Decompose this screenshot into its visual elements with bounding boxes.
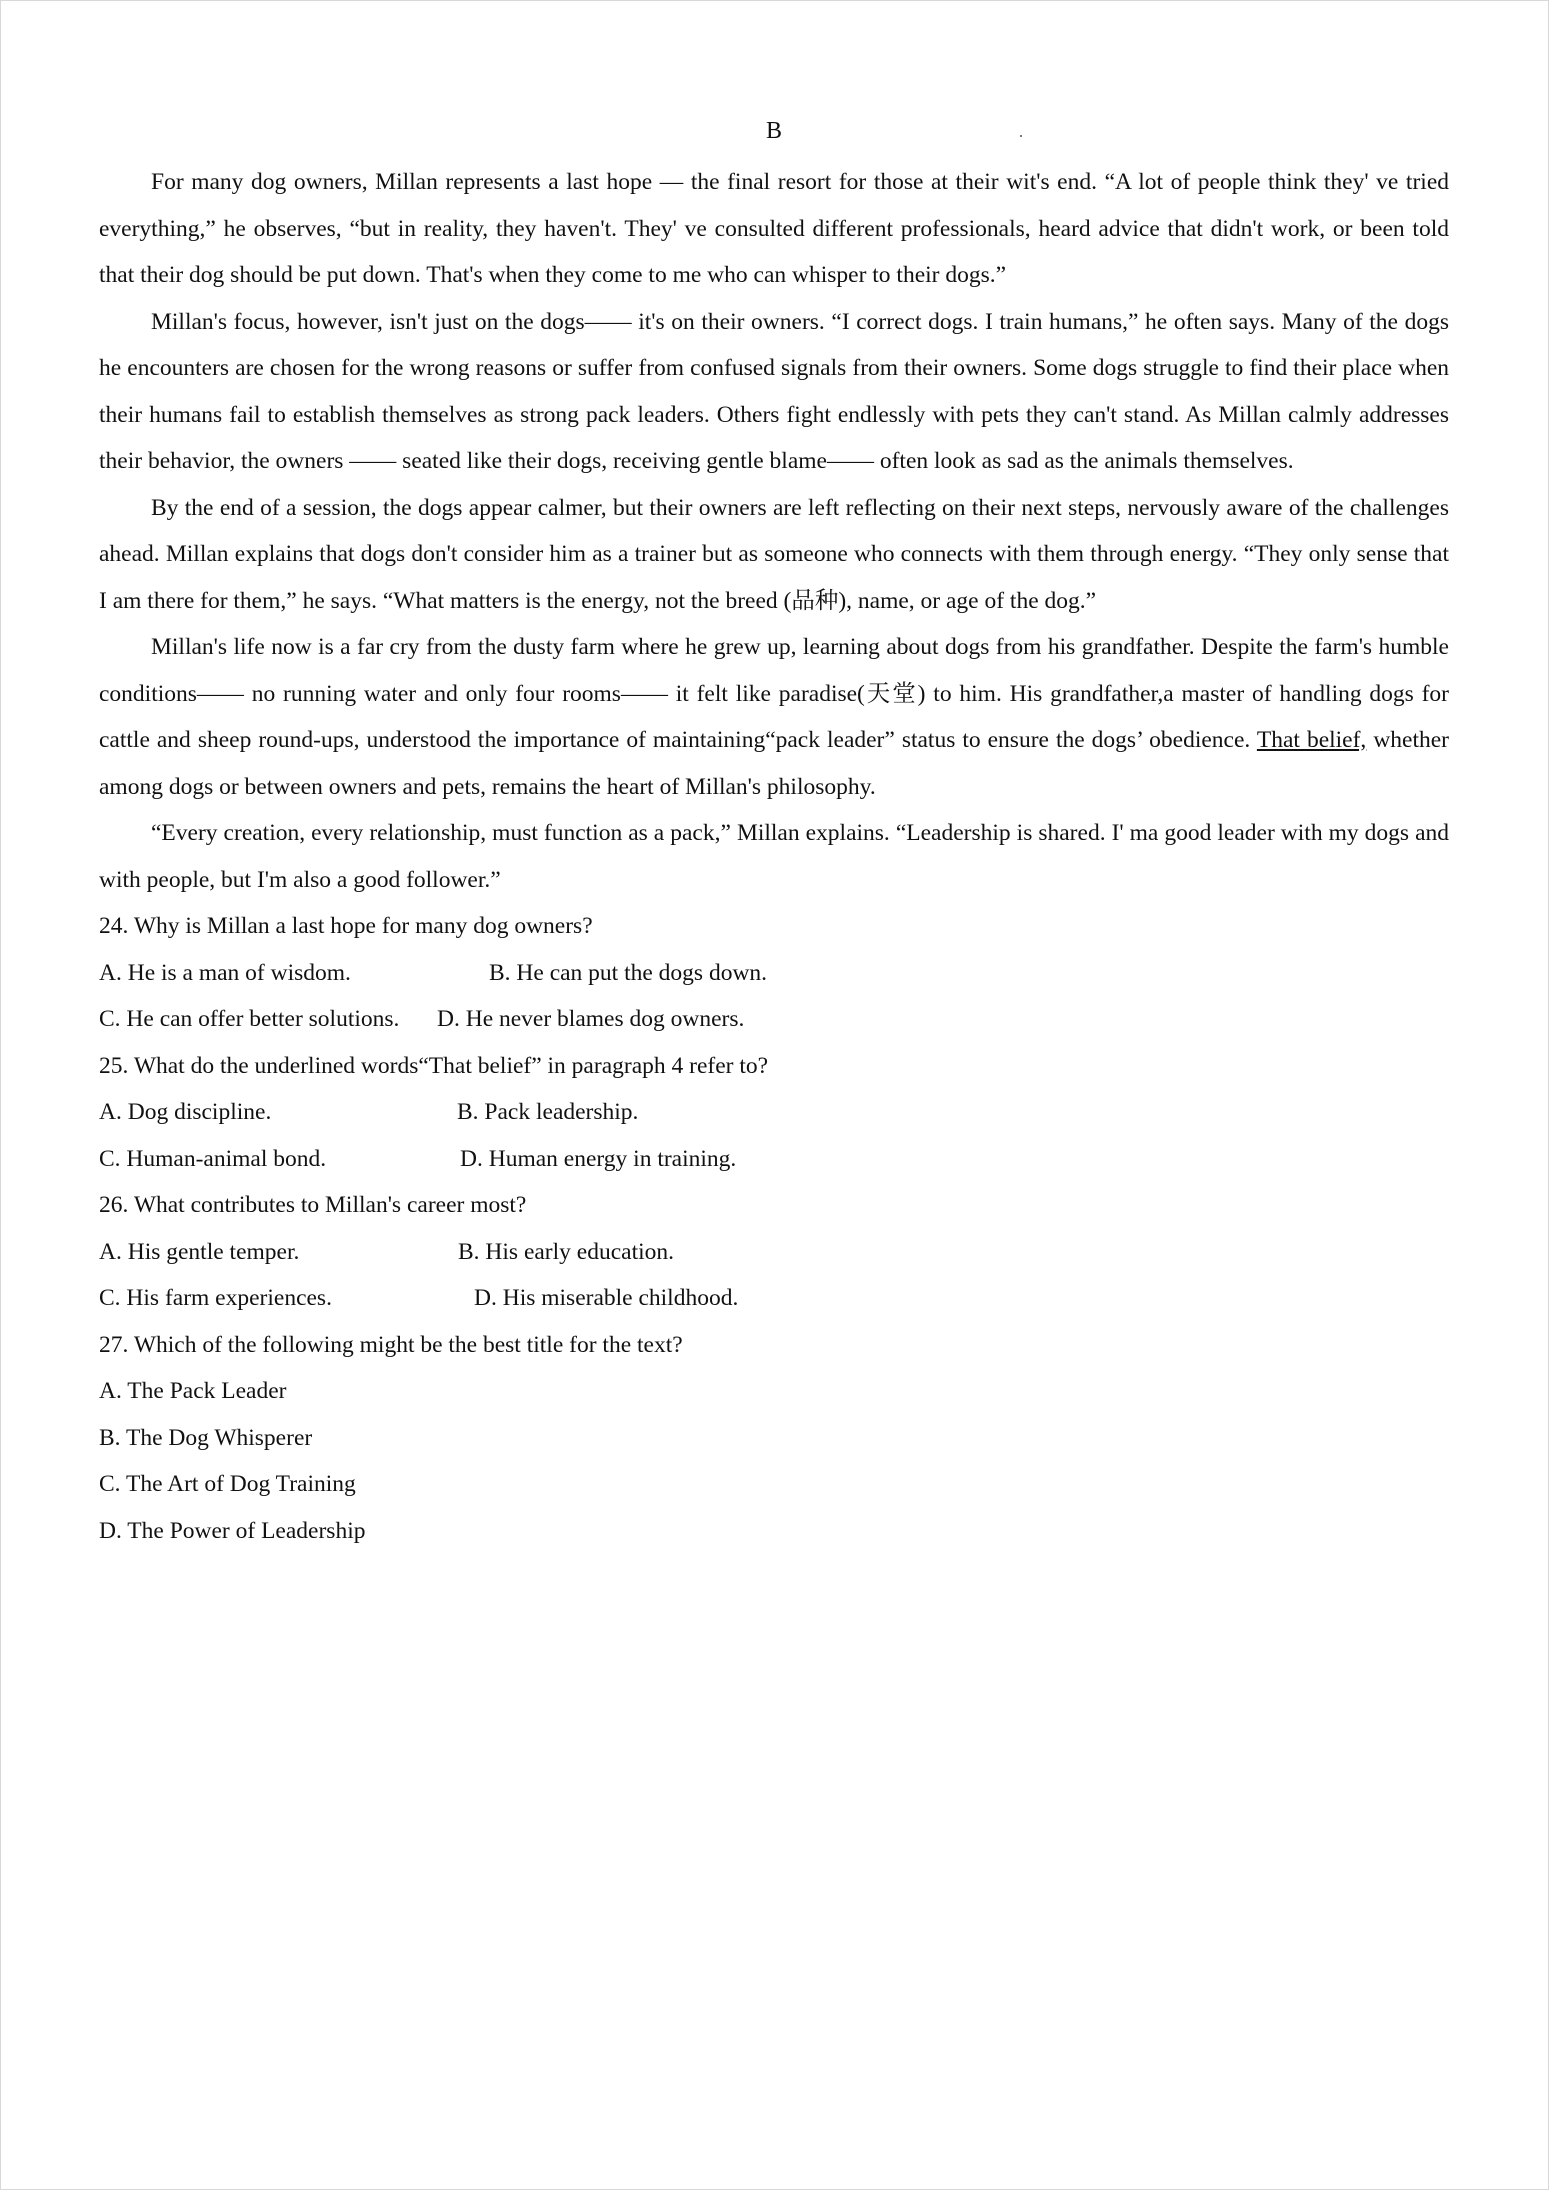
option-b: B. He can put the dogs down. bbox=[489, 959, 768, 986]
option-c: C. The Art of Dog Training bbox=[99, 1471, 356, 1497]
options-row bbox=[99, 950, 1449, 997]
option-c: C. He can offer better solutions. bbox=[99, 1006, 400, 1032]
question-25 bbox=[99, 1043, 1449, 1183]
option-b: B. His early education. bbox=[458, 1238, 675, 1265]
reading-passage bbox=[99, 113, 1449, 1554]
paragraph-4-text-before: Millan's life now is a far cry from the dusty farm where he grew up, learning about dogs from his grandfather. Despite the farm's humble conditions—— no running water and only four rooms—— it felt like paradise(天堂) to him. His grandfather,a master of handling dogs for cattle and sheep round-ups, understood the importance of maintaining“pack leader” status to ensure the dogs’ obedience. bbox=[99, 634, 1449, 753]
options-row bbox=[99, 1089, 1449, 1136]
option-a: A. Dog discipline. bbox=[99, 1099, 272, 1125]
option-a: A. The Pack Leader bbox=[99, 1378, 287, 1404]
paragraph-4-text-after: whether among dogs or between owners and pets, remains the heart of Millan's philosophy. bbox=[99, 727, 1450, 800]
options-row bbox=[99, 1229, 1449, 1276]
option-a: A. He is a man of wisdom. bbox=[99, 959, 351, 986]
options-row bbox=[99, 1136, 1449, 1183]
option-d: D. The Power of Leadership bbox=[99, 1517, 366, 1544]
question-27 bbox=[99, 1322, 1449, 1555]
question-stem: 26. What contributes to Millan's career most? bbox=[99, 1192, 527, 1218]
paragraph-4 bbox=[99, 624, 1449, 810]
option-a: A. His gentle temper. bbox=[99, 1238, 300, 1265]
options-row bbox=[99, 996, 1449, 1043]
underlined-phrase: That belief, bbox=[1256, 727, 1367, 753]
question-stem: 24. Why is Millan a last hope for many dog owners? bbox=[99, 913, 593, 939]
question-stem: 27. Which of the following might be the best title for the text? bbox=[99, 1331, 683, 1358]
question-24 bbox=[99, 903, 1449, 1043]
option-c: C. His farm experiences. bbox=[99, 1285, 332, 1311]
question-stem: 25. What do the underlined words“That belief” in paragraph 4 refer to? bbox=[99, 1052, 769, 1079]
options-row bbox=[99, 1275, 1449, 1322]
question-26 bbox=[99, 1182, 1449, 1322]
paragraph-5: “Every creation, every relationship, must function as a pack,” Millan explains. “Leadership is shared. I' ma good leader with my dogs and with people, but I'm also a good follower.” bbox=[99, 820, 1449, 893]
option-b: B. Pack leadership. bbox=[457, 1099, 639, 1125]
option-b: B. The Dog Whisperer bbox=[99, 1424, 313, 1451]
option-c: C. Human-animal bond. bbox=[99, 1145, 327, 1172]
paragraph-1: For many dog owners, Millan represents a last hope — the final resort for those at their wit's end. “A lot of people think they' ve tried everything,” he observes, “but in reality, they haven't. They' ve consulted different professionals, heard advice that didn't work, or been told that their dog should be put down. That's when they come to me who can whisper to their dogs.” bbox=[99, 169, 1449, 288]
option-d: D. His miserable childhood. bbox=[474, 1285, 739, 1311]
paragraph-3: By the end of a session, the dogs appear calmer, but their owners are left reflecting on their next steps, nervously aware of the challenges ahead. Millan explains that dogs don't consider him as a trainer but as someone who connects with them through energy. “They only sense that I am there for them,” he says. “What matters is the energy, not the breed (品种), name, or age of the dog.” bbox=[99, 494, 1449, 614]
section-letter: B bbox=[765, 118, 782, 144]
option-d: D. He never blames dog owners. bbox=[437, 1006, 745, 1032]
paragraph-2: Millan's focus, however, isn't just on the dogs—— it's on their owners. “I correct dogs. I train humans,” he often says. Many of the dogs he encounters are chosen for the wrong reasons or suffer from confused signals from their owners. Some dogs struggle to find their place when their humans fail to establish themselves as strong pack leaders. Others fight endlessly with pets they can't stand. As Millan calmly addresses their behavior, the owners —— seated like their dogs, receiving gentle blame—— often look as sad as the animals themselves. bbox=[99, 308, 1449, 474]
option-d: D. Human energy in training. bbox=[460, 1145, 737, 1172]
